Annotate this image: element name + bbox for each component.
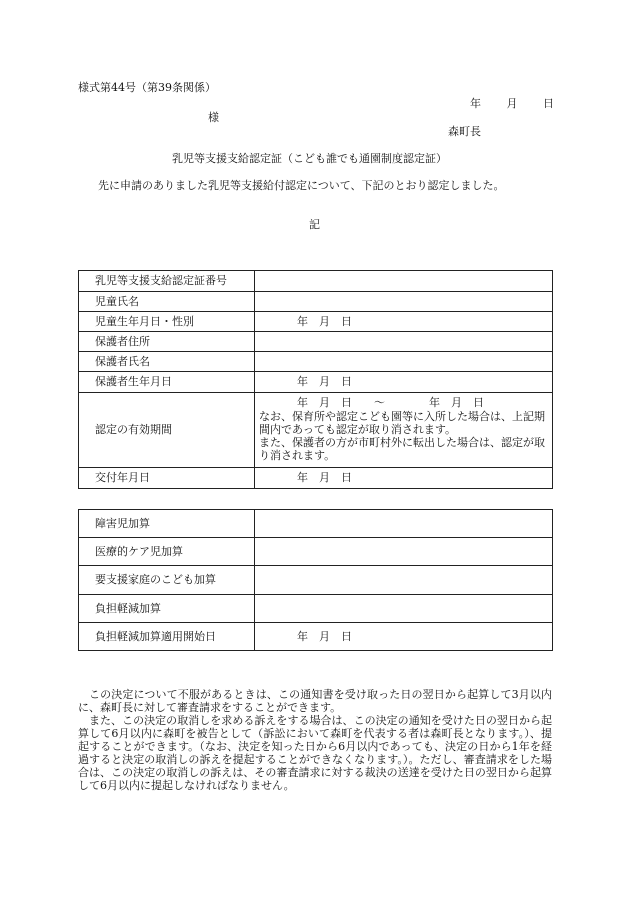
row-value: 年 月 日	[255, 312, 553, 332]
page-title: 乳児等支援支給認定証（こども誰でも通園制度認定証）	[172, 152, 447, 165]
row-value	[255, 271, 553, 292]
row-label: 障害児加算	[79, 510, 255, 538]
validity-cell	[255, 393, 553, 468]
table-row	[79, 292, 553, 312]
row-value	[255, 595, 553, 623]
table-row	[79, 510, 553, 538]
row-label: 負担軽減加算	[79, 595, 255, 623]
row-label: 保護者住所	[79, 332, 255, 352]
row-value: 年 月 日	[255, 623, 553, 651]
validity-note-2: また、保護者の方が市町村外に転出した場合は、認定が取り消されます。	[259, 436, 545, 462]
row-value	[255, 352, 553, 372]
row-value	[255, 292, 553, 312]
intro-text: 先に申請のありました乳児等支援給付認定について、下記のとおり認定しました。	[98, 179, 505, 192]
table-row	[79, 352, 553, 372]
issuer: 森町長	[448, 125, 481, 138]
date-month: 月	[506, 97, 518, 110]
table-row	[79, 623, 553, 651]
row-label: 乳児等支援支給認定証番号	[79, 271, 255, 292]
addressee-suffix: 様	[208, 111, 219, 124]
row-value: 年 月 日	[255, 372, 553, 393]
notice-paragraph-1: この決定について不服があるときは、この通知書を受け取った日の翌日から起算して3月以内に、森町長に対して審査請求をすることができます。	[78, 688, 552, 714]
form-number: 様式第44号（第39条関係）	[78, 81, 216, 94]
table-row	[79, 468, 553, 489]
issue-date-label: 交付年月日	[79, 468, 255, 489]
validity-note-1: なお、保育所や認定こども園等に入所した場合は、上記期間内であっても認定が取り消されます。	[259, 410, 545, 436]
certificate-table	[78, 270, 553, 489]
table-row	[79, 372, 553, 393]
table-row	[79, 566, 553, 595]
ki-heading: 記	[309, 218, 320, 231]
date-day: 日	[543, 97, 554, 110]
row-value	[255, 332, 553, 352]
table-row	[79, 332, 553, 352]
notice-paragraph-2: また、この決定の取消しを求める訴えをする場合は、この決定の通知を受けた日の翌日から起算して6月以内に森町を被告として（訴訟において森町を代表する者は森町長となります。）、提起することができます。（なお、決定を知った日から6月以内であっても、決定の日から1年を経過すると決定の取消しの訴えを提起することができなくなります。）。ただし、審査請求をした場合は、この決定の取消しの訴えは、その審査請求に対する裁決の送達を受けた日の翌日から起算して6月以内に提起しなければなりません。	[78, 714, 552, 792]
row-label: 児童生年月日・性別	[79, 312, 255, 332]
row-label: 児童氏名	[79, 292, 255, 312]
row-label: 医療的ケア児加算	[79, 538, 255, 566]
validity-row	[79, 393, 553, 468]
table-row	[79, 538, 553, 566]
row-value	[255, 510, 553, 538]
date-year: 年	[470, 97, 481, 110]
row-value	[255, 538, 553, 566]
issue-date-value: 年 月 日	[255, 468, 553, 489]
appeal-notice	[78, 688, 552, 792]
table-row	[79, 312, 553, 332]
row-label: 負担軽減加算適用開始日	[79, 623, 255, 651]
row-label: 要支援家庭のこども加算	[79, 566, 255, 595]
table-row	[79, 595, 553, 623]
validity-range: 年 月 日 ～ 年 月 日	[297, 396, 484, 409]
date-line	[470, 97, 554, 111]
additions-table	[78, 509, 553, 651]
table-row	[79, 271, 553, 292]
row-value	[255, 566, 553, 595]
row-label: 保護者氏名	[79, 352, 255, 372]
validity-label: 認定の有効期間	[79, 393, 255, 468]
row-label: 保護者生年月日	[79, 372, 255, 393]
